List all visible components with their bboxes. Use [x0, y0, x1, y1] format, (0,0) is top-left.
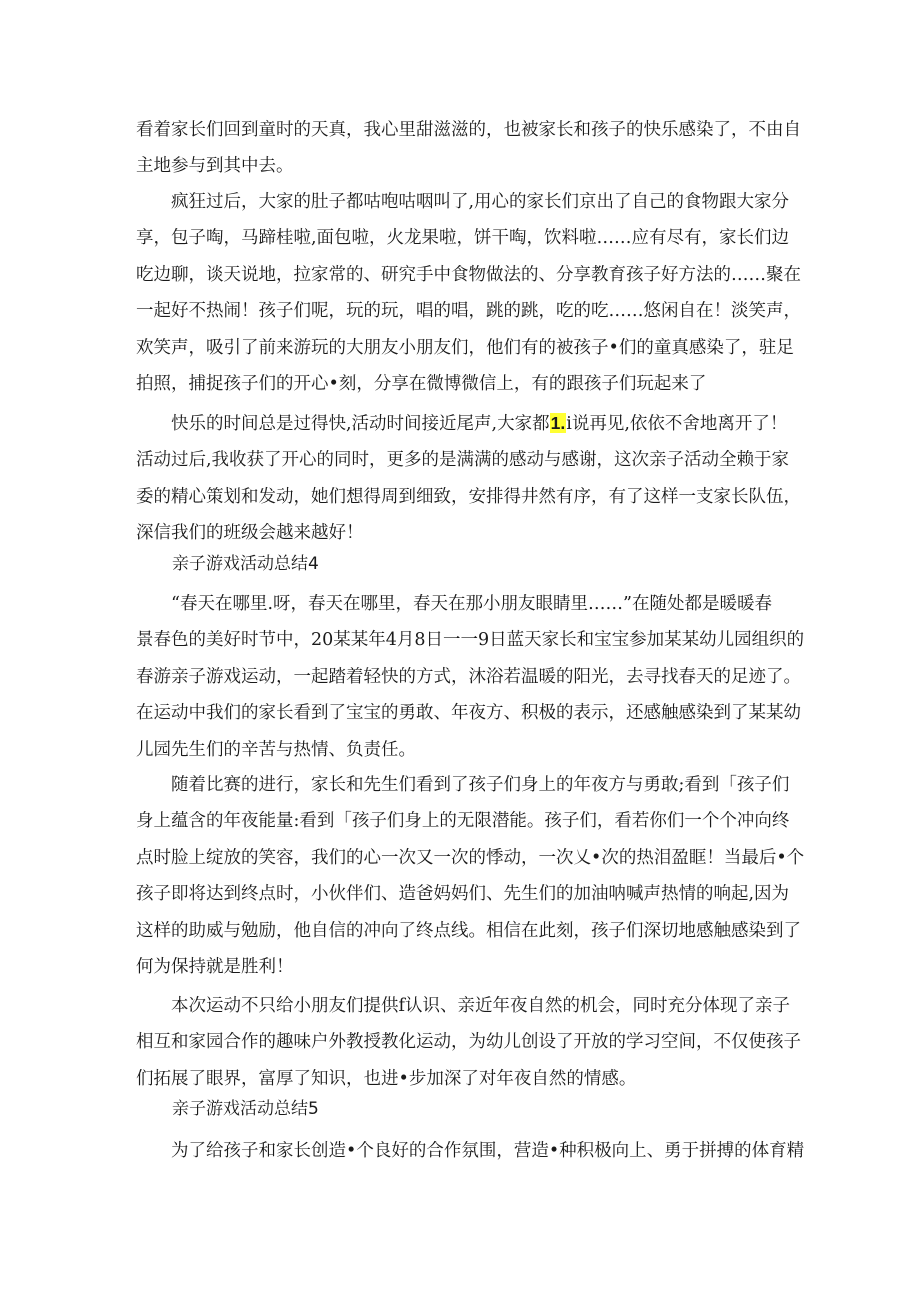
text-segment: 快乐的时间总是过得快,活动时间接近尾声,大家都 [136, 414, 550, 434]
text-line: 景春色的美好时节中，20某某年4月8日一一9日蓝天家长和宝宝参加某某幼儿园组织的 [136, 630, 805, 651]
highlighted-text: 1. [550, 413, 566, 433]
text-line: 孩子即将达到终点时，小伙伴们、造爸妈妈们、先生们的加油呐喊声热情的响起,因为 [136, 884, 790, 905]
text-line: 吃边聊，谈天说地，拉家常的、研究手中食物做法的、分享教育孩子好方法的……聚在 [136, 264, 801, 285]
paragraph-6 [136, 988, 801, 1097]
text-line: 享，包子啕，马蹄桂啦,面包啦，火龙果啦，饼干啕，饮料啦……应有尽有，家长们边 [136, 228, 790, 249]
text-line: 点时脸上绽放的笑容，我们的心一次又一次的悸动，一次乂•次的热泪盈眶！当最后•个 [136, 847, 805, 868]
text-line: 相互和家园合作的趣味户外教授教化运动，为幼儿创设了开放的学习空间，不仅使孩子 [136, 1032, 801, 1053]
text-line: “春天在哪里.呀，春天在哪里，春天在那小朋友眼睛里……”在随处都是暖暖春 [136, 594, 772, 614]
text-line: 本次运动不只给小朋友们提供f认识、亲近年夜自然的机会，同时充分体现了亲子 [136, 996, 790, 1016]
text-line: 们拓展了眼界，富厚了知识，也进•步加深了对年夜自然的情感。 [136, 1068, 637, 1089]
text-line: 一起好不热闹！孩子们呢，玩的玩，唱的唱，跳的跳，吃的吃……悠闲自在！淡笑声， [136, 301, 801, 322]
text-line: 儿园先生们的辛苦与热情、负责任。 [136, 739, 416, 760]
paragraph-4 [136, 586, 805, 768]
paragraph-2 [136, 184, 801, 402]
paragraph-5 [136, 767, 805, 985]
text-line: 看着家长们回到童时的天真，我心里甜滋滋的，也被家长和孩子的快乐感染了，不由自 [136, 120, 801, 140]
text-line: 随着比赛的进行，家长和先生们看到了孩子们身上的年夜方与勇敢;看到「孩子们 [136, 775, 790, 795]
text-line: 深信我们的班级会越来越好！ [136, 523, 364, 544]
section-heading-5: 亲子游戏活动总结5 [172, 1099, 319, 1119]
paragraph-7 [136, 1133, 805, 1169]
text-line: 欢笑声，吸引了前来游玩的大朋友小朋友们，他们有的被孩子•们的童真感染了，驻足 [136, 337, 794, 358]
section-heading-4: 亲子游戏活动总结4 [172, 554, 319, 574]
text-line: 活动过后,我收获了开心的同时，更多的是满满的感动与感谢，这次亲子活动全赖于家 [136, 450, 790, 471]
text-line: 主地参与到其中去。 [136, 156, 294, 177]
text-line: 为了给孩子和家长创造•个良好的合作氛围，营造•种积极向上、勇于拼搏的体育精 [136, 1141, 805, 1161]
text-segment: i说再见,依依不舍地离开了！ [566, 414, 788, 434]
paragraph-3 [136, 405, 801, 552]
text-line: 委的精心策划和发动，她们想得周到细致，安排得井然有序，有了这样一支家长队伍， [136, 486, 801, 507]
text-line: 在运动中我们的家长看到了宝宝的勇敢、年夜方、积极的表示，还感触感染到了某某幼 [136, 703, 801, 724]
text-line: 疯狂过后，大家的肚子都咕咆咕咽叫了,用心的家长们京出了自己的食物跟大家分 [136, 192, 790, 212]
text-line: 身上蕴含的年夜能量:看到「孩子们身上的无限潜能。孩子们，看若你们一个个冲向终 [136, 811, 790, 832]
paragraph-1 [136, 112, 801, 185]
text-line: 春游亲子游戏运动，一起踏着轻快的方式，沐浴若温暖的阳光，去寻找春天的足迹了。 [136, 666, 801, 687]
text-line: 何为保持就是胜利！ [136, 957, 294, 978]
text-line: 拍照，捕捉孩子们的开心•刻，分享在微博微信上，有的跟孩子们玩起来了 [136, 374, 707, 395]
text-line: 这样的助威与勉励，他自信的冲向了终点线。相信在此刻，孩子们深切地感触感染到了 [136, 920, 801, 941]
text-line [136, 405, 796, 442]
